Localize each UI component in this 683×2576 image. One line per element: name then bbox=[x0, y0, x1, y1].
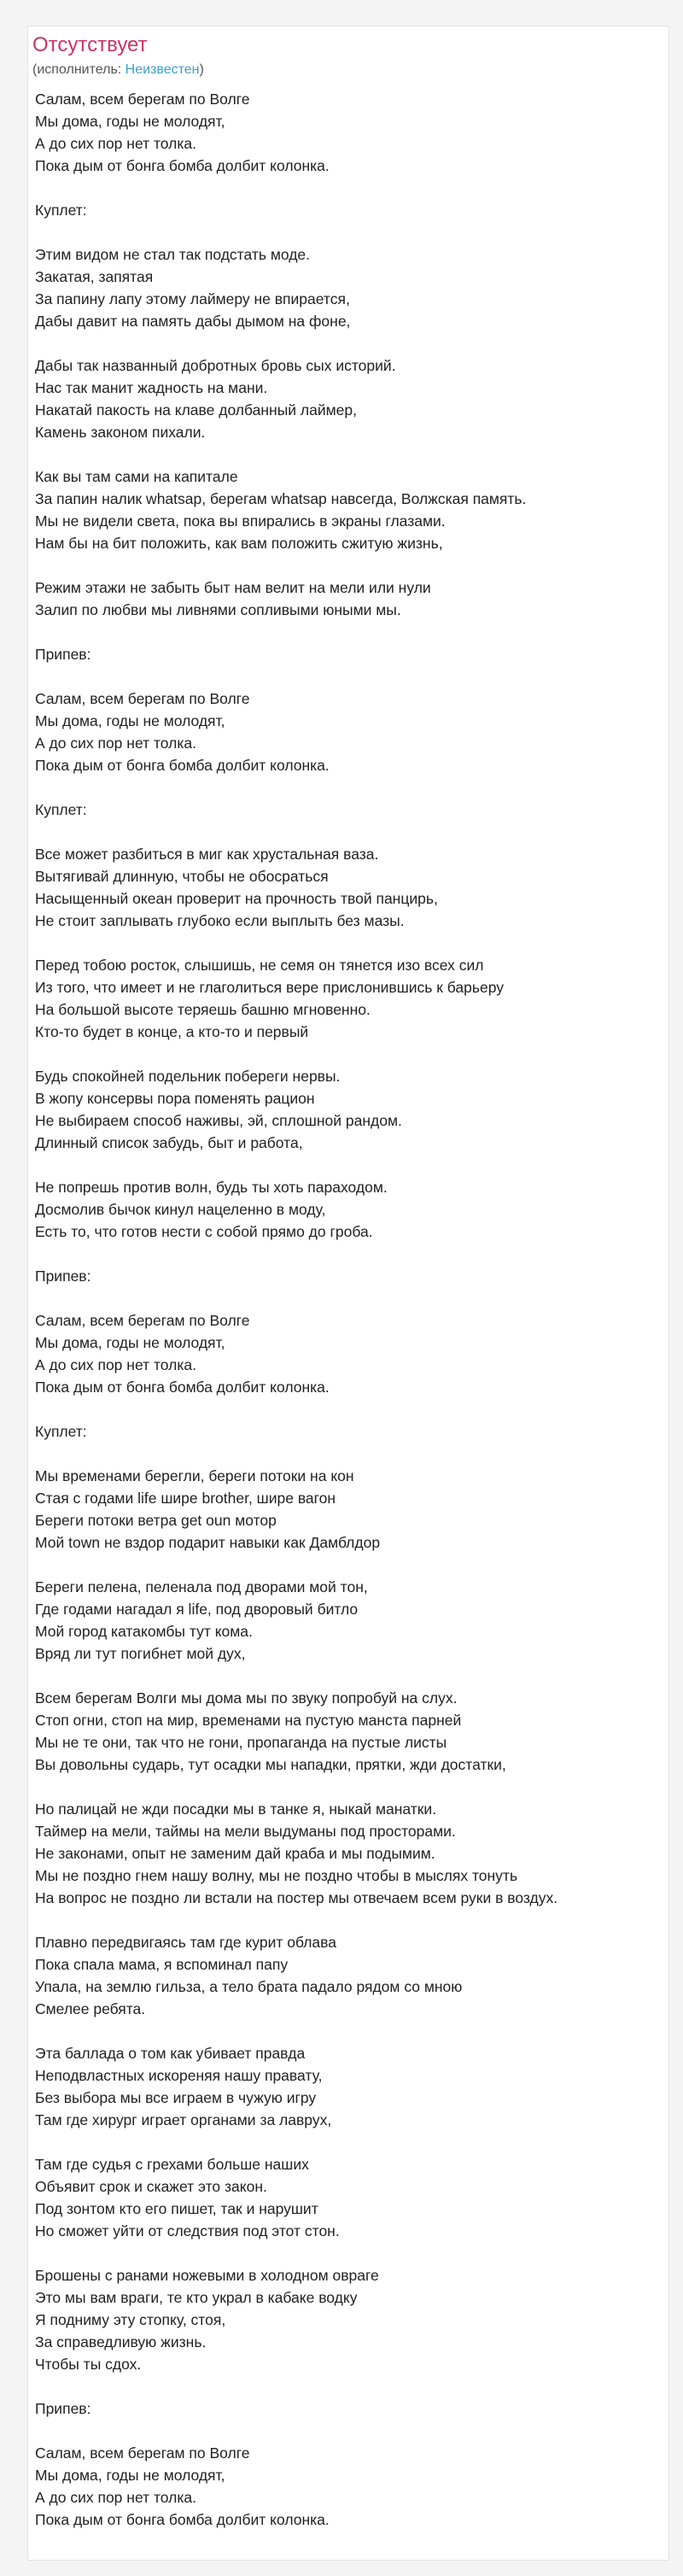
lyrics-line: Мы дома, годы не молодят, bbox=[35, 2467, 225, 2484]
lyrics-stanza bbox=[35, 1465, 667, 1554]
lyrics-line: Будь спокойней подельник побереги нервы. bbox=[35, 1068, 341, 1085]
lyrics-line: Чтобы ты сдох. bbox=[35, 2356, 142, 2373]
lyrics-stanza bbox=[35, 1798, 667, 1909]
lyrics-line: Не стоит заплывать глубоко если выплыть без мазы. bbox=[35, 912, 405, 929]
lyrics-line: Смелее ребята. bbox=[35, 2000, 146, 2017]
lyrics-line: А до сих пор нет толка. bbox=[35, 2489, 196, 2506]
lyrics-line: Там где судья с грехами больше наших bbox=[35, 2156, 309, 2173]
lyrics-line: Эта баллада о том как убивает правда bbox=[35, 2045, 306, 2062]
lyrics-line: Кто-то будет в конце, а кто-то и первый bbox=[35, 1023, 309, 1040]
lyrics-stanza bbox=[35, 688, 667, 776]
lyrics-line: Мой город катакомбы тут кома. bbox=[35, 1623, 253, 1640]
lyrics-line: Салам, всем берегам по Волге bbox=[35, 2444, 250, 2462]
lyrics-line: Залип по любви мы ливнями сопливыми юными мы. bbox=[35, 601, 401, 618]
lyrics-line: Брошены с ранами ножевыми в холодном овраге bbox=[35, 2267, 379, 2284]
lyrics-line: Все может разбиться в миг как хрустальная ваза. bbox=[35, 846, 379, 863]
lyrics-line: За папин налик whatsap, берегам whatsap навсегда, Волжская память. bbox=[35, 490, 527, 507]
artist-suffix: ) bbox=[199, 62, 204, 77]
lyrics-stanza bbox=[35, 577, 667, 621]
lyrics-stanza bbox=[35, 954, 667, 1043]
lyrics-line: Под зонтом кто его пишет, так и нарушит bbox=[35, 2200, 318, 2217]
lyrics-stanza bbox=[35, 2397, 667, 2420]
lyrics-line: А до сих пор нет толка. bbox=[35, 735, 196, 752]
lyrics-line: Стоп огни, стоп на мир, временами на пустую манста парней bbox=[35, 1712, 462, 1729]
lyrics-stanza bbox=[35, 1065, 667, 1154]
lyrics-stanza bbox=[35, 354, 667, 443]
lyrics-line: Вряд ли тут погибнет мой дух, bbox=[35, 1645, 246, 1662]
lyrics-line: Я подниму эту стопку, стоя, bbox=[35, 2311, 226, 2328]
lyrics-line: Не законами, опыт не заменим дай краба и мы подымим. bbox=[35, 1845, 435, 1862]
lyrics-line: Не попрешь против волн, будь ты хоть параходом. bbox=[35, 1179, 388, 1196]
lyrics-line: На вопрос не поздно ли встали на постер мы отвечаем всем руки в воздух. bbox=[35, 1889, 558, 1906]
lyrics-stanza bbox=[35, 2442, 667, 2531]
lyrics-line: Мы дома, годы не молодят, bbox=[35, 113, 225, 130]
lyrics-line: Мы временами берегли, береги потоки на кон bbox=[35, 1467, 354, 1484]
lyrics-stanza bbox=[35, 1309, 667, 1398]
lyrics-line: Мы дома, годы не молодят, bbox=[35, 712, 225, 729]
lyrics-line: Мой town не вздор подарит навыки как Дамблдор bbox=[35, 1534, 381, 1551]
lyrics-line: Вы довольны сударь, тут осадки мы нападки, прятки, жди достатки, bbox=[35, 1756, 506, 1773]
song-title: Отсутствует bbox=[32, 33, 148, 56]
lyrics-line: Припев: bbox=[35, 646, 91, 663]
lyrics-stanza bbox=[35, 243, 667, 332]
lyrics-line: Накатай пакость на клаве долбанный лаймер, bbox=[35, 401, 357, 419]
lyrics-line: Длинный список забудь, быт и работа, bbox=[35, 1134, 303, 1151]
lyrics-line: Вытягивай длинную, чтобы не обосраться bbox=[35, 868, 329, 885]
lyrics-line: Таймер на мели, таймы на мели выдуманы под просторами. bbox=[35, 1823, 456, 1840]
lyrics-line: Нам бы на бит положить, как вам положить сжитую жизнь, bbox=[35, 535, 443, 552]
lyrics-line: Как вы там сами на капитале bbox=[35, 468, 238, 485]
lyrics-line: Без выбора мы все играем в чужую игру bbox=[35, 2089, 317, 2106]
lyrics-line: Насыщенный океан проверит на прочность твой панцирь, bbox=[35, 890, 438, 907]
lyrics-line: Мы не те они, так что не гони, пропаганда на пустые листы bbox=[35, 1734, 447, 1751]
lyrics-line: На большой высоте теряешь башню мгновенно. bbox=[35, 1001, 371, 1018]
lyrics-line: Пока спала мама, я вспоминал папу bbox=[35, 1956, 289, 1973]
lyrics-line: Этим видом не стал так подстать моде. bbox=[35, 246, 311, 263]
lyrics-line: А до сих пор нет толка. bbox=[35, 1356, 196, 1373]
lyrics-line: Это мы вам враги, те кто украл в кабаке водку bbox=[35, 2289, 358, 2306]
lyrics-stanza bbox=[35, 1687, 667, 1776]
lyrics-stanza bbox=[35, 2153, 667, 2242]
lyrics-stanza bbox=[35, 1576, 667, 1665]
lyrics-line: Стая с годами life шире brother, шире вагон bbox=[35, 1490, 336, 1507]
lyrics-line: Не выбираем способ наживы, эй, сплошной рандом. bbox=[35, 1112, 402, 1129]
lyrics-line: За папину лапу этому лаймеру не впирается, bbox=[35, 290, 350, 307]
lyrics-line: Режим этажи не забыть быт нам велит на мели или нули bbox=[35, 579, 431, 596]
lyrics-line: Упала, на землю гильза, а тело брата падало рядом со мною bbox=[35, 1978, 463, 1995]
lyrics-line: Куплет: bbox=[35, 202, 87, 219]
lyrics-line: Дабы так названный добротных бровь сых историй. bbox=[35, 357, 396, 374]
lyrics-line: Пока дым от бонга бомба долбит колонка. bbox=[35, 2511, 330, 2528]
artist-link[interactable]: Неизвестен bbox=[125, 62, 200, 77]
lyrics-line: Припев: bbox=[35, 1268, 91, 1285]
lyrics-line: Дабы давит на память дабы дымом на фоне, bbox=[35, 313, 351, 330]
lyrics-line: Камень законом пихали. bbox=[35, 424, 206, 441]
lyrics-line: Плавно передвигаясь там где курит облава bbox=[35, 1934, 336, 1951]
lyrics-line: Салам, всем берегам по Волге bbox=[35, 690, 250, 707]
lyrics-stanza bbox=[35, 643, 667, 665]
lyrics-line: Береги пелена, пеленала под дворами мой тон, bbox=[35, 1578, 368, 1595]
lyrics-line: В жопу консервы пора поменять рацион bbox=[35, 1090, 315, 1107]
lyrics-line: Где годами нагадал я life, под дворовый битло bbox=[35, 1601, 359, 1618]
lyrics-line: Объявит срок и скажет это закон. bbox=[35, 2178, 267, 2195]
lyrics-line: Припев: bbox=[35, 2400, 91, 2417]
lyrics-line: Салам, всем берегам по Волге bbox=[35, 1312, 250, 1329]
lyrics-line: Там где хирург играет органами за лаврух, bbox=[35, 2111, 332, 2128]
lyrics-line: Мы не видели света, пока вы впирались в экраны глазами. bbox=[35, 512, 446, 530]
song-header bbox=[32, 32, 664, 79]
lyrics-text bbox=[35, 88, 667, 2553]
lyrics-line: А до сих пор нет толка. bbox=[35, 135, 196, 152]
lyrics-line: Неподвластных искореняя нашу правату, bbox=[35, 2067, 323, 2084]
lyrics-line: Салам, всем берегам по Волге bbox=[35, 91, 250, 108]
artist-prefix: (исполнитель: bbox=[32, 62, 126, 77]
lyrics-line: Куплет: bbox=[35, 801, 87, 818]
lyrics-line: Есть то, что готов нести с собой прямо до гроба. bbox=[35, 1223, 373, 1240]
lyrics-line: Перед тобою росток, слышишь, не семя он тянется изо всех сил bbox=[35, 957, 484, 974]
lyrics-line: Из того, что имеет и не глаголиться вере прислонившись к барьеру bbox=[35, 979, 505, 996]
lyrics-stanza bbox=[35, 1176, 667, 1243]
lyrics-line: Закатая, запятая bbox=[35, 268, 154, 285]
artist-line bbox=[32, 61, 664, 79]
lyrics-line: Мы не поздно гнем нашу волну, мы не поздно чтобы в мыслях тонуть bbox=[35, 1867, 518, 1884]
lyrics-line: Пока дым от бонга бомба долбит колонка. bbox=[35, 757, 330, 774]
lyrics-stanza bbox=[35, 199, 667, 221]
lyrics-line: Но палицай не жди посадки мы в танке я, ныкай манатки. bbox=[35, 1800, 437, 1818]
lyrics-stanza bbox=[35, 1420, 667, 1443]
lyrics-line: Куплет: bbox=[35, 1423, 87, 1440]
lyrics-line: Нас так манит жадность на мани. bbox=[35, 379, 268, 396]
lyrics-stanza bbox=[35, 2042, 667, 2131]
lyrics-stanza bbox=[35, 1265, 667, 1287]
lyrics-stanza bbox=[35, 2264, 667, 2375]
lyrics-line: Но сможет уйти от следствия под этот стон. bbox=[35, 2222, 340, 2239]
lyrics-line: За справедливую жизнь. bbox=[35, 2333, 207, 2351]
lyrics-line: Мы дома, годы не молодят, bbox=[35, 1334, 225, 1351]
lyrics-line: Пока дым от бонга бомба долбит колонка. bbox=[35, 157, 330, 174]
lyrics-line: Пока дым от бонга бомба долбит колонка. bbox=[35, 1379, 330, 1396]
lyrics-stanza bbox=[35, 1931, 667, 2020]
lyrics-stanza bbox=[35, 799, 667, 821]
lyrics-stanza bbox=[35, 465, 667, 554]
lyrics-stanza bbox=[35, 843, 667, 932]
lyrics-line: Всем берегам Волги мы дома мы по звуку попробуй на слух. bbox=[35, 1689, 458, 1707]
lyrics-stanza bbox=[35, 88, 667, 177]
lyrics-line: Досмолив бычок кинул нацеленно в моду, bbox=[35, 1201, 326, 1218]
lyrics-line: Береги потоки ветра get oun мотор bbox=[35, 1512, 277, 1529]
